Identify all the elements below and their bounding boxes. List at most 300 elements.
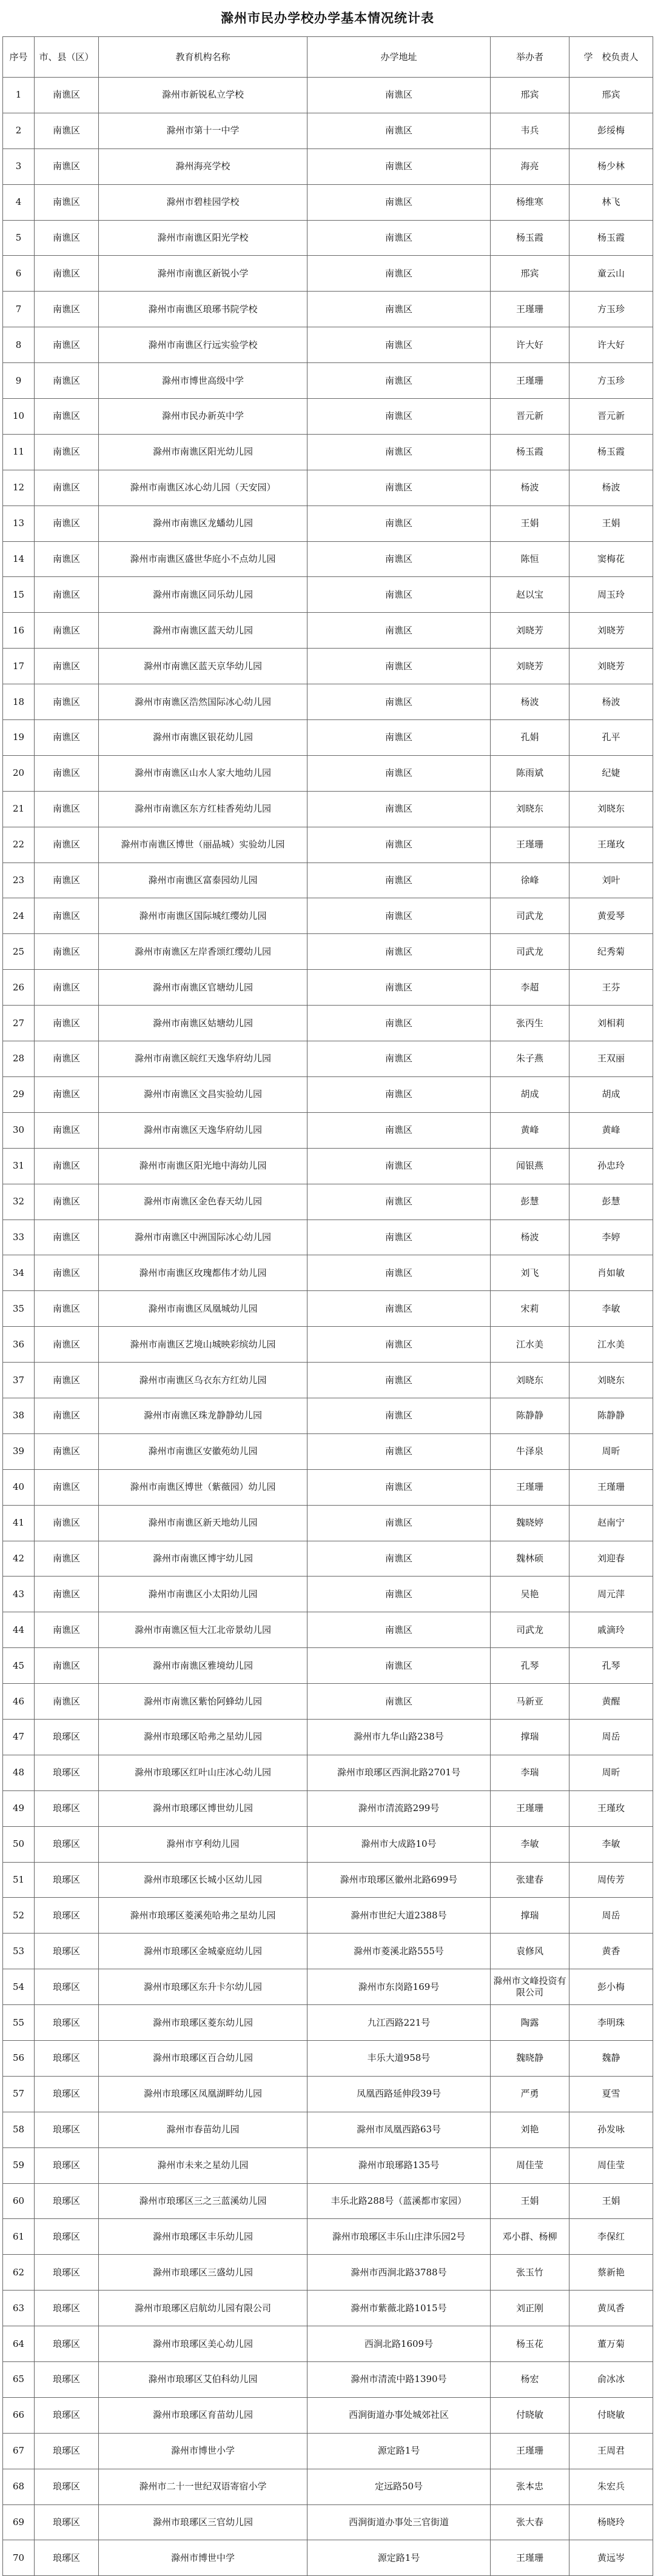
table-row — [3, 148, 653, 184]
table-cell: 南谯区 — [35, 863, 99, 898]
table-cell: 南谯区 — [307, 1255, 491, 1291]
table-row — [3, 2326, 653, 2362]
table-cell: 杨波 — [569, 684, 653, 720]
table-cell: 南谯区 — [307, 791, 491, 827]
table-cell: 孔琴 — [569, 1648, 653, 1684]
table-cell: 58 — [3, 2112, 35, 2147]
table-cell: 滁州市琅琊区红叶山庄冰心幼儿园 — [99, 1755, 307, 1790]
table-cell: 张大春 — [491, 2504, 569, 2540]
table-cell: 琅琊区 — [35, 2433, 99, 2469]
table-cell: 杨波 — [491, 684, 569, 720]
table-row — [3, 2362, 653, 2398]
table-cell: 46 — [3, 1684, 35, 1720]
table-cell: 陈静静 — [491, 1398, 569, 1433]
table-cell: 南谯区 — [307, 1363, 491, 1398]
table-cell: 琅琊区 — [35, 2219, 99, 2255]
table-cell: 滁州市南谯区银花幼儿园 — [99, 720, 307, 756]
table-cell: 南谯区 — [307, 1612, 491, 1648]
table-cell: 江水美 — [491, 1327, 569, 1363]
table-cell: 琅琊区 — [35, 1790, 99, 1826]
table-cell: 周昕 — [569, 1755, 653, 1790]
table-cell: 7 — [3, 292, 35, 327]
table-cell: 9 — [3, 363, 35, 399]
header-cell: 市、县（区） — [35, 37, 99, 78]
table-cell: 57 — [3, 2076, 35, 2112]
table-cell: 滁州市琅琊区艾伯科幼儿园 — [99, 2362, 307, 2398]
table-cell: 周玉玲 — [569, 577, 653, 613]
table-cell: 刘晓芳 — [491, 649, 569, 684]
table-cell: 刘晓东 — [491, 1363, 569, 1398]
table-cell: 滁州市碧桂园学校 — [99, 184, 307, 220]
table-cell: 滁州市南谯区国际城红缨幼儿园 — [99, 898, 307, 934]
table-row — [3, 1862, 653, 1898]
table-cell: 滁州市南谯区富泰园幼儿园 — [99, 863, 307, 898]
table-cell: 滁州市西涧北路3788号 — [307, 2255, 491, 2291]
table-cell: 南谯区 — [307, 220, 491, 256]
table-cell: 滁州市南谯区新天地幼儿园 — [99, 1505, 307, 1541]
table-row — [3, 2147, 653, 2183]
table-cell: 10 — [3, 399, 35, 435]
table-cell: 31 — [3, 1148, 35, 1184]
table-cell: 刘艳 — [491, 2112, 569, 2147]
table-cell: 南谯区 — [307, 1469, 491, 1505]
table-row — [3, 1184, 653, 1220]
table-cell: 滁州市琅琊区菱溪苑哈弗之星幼儿园 — [99, 1898, 307, 1934]
table-cell: 杨波 — [491, 1220, 569, 1255]
table-cell: 南谯区 — [307, 1041, 491, 1077]
table-cell: 林飞 — [569, 184, 653, 220]
table-cell: 琅琊区 — [35, 1969, 99, 2005]
table-cell: 方玉珍 — [569, 292, 653, 327]
table-cell: 5 — [3, 220, 35, 256]
table-cell: 67 — [3, 2433, 35, 2469]
schools-table — [2, 36, 653, 2576]
table-cell: 刘晓芳 — [569, 613, 653, 649]
table-cell: 许大好 — [569, 327, 653, 363]
table-cell: 琅琊区 — [35, 2112, 99, 2147]
table-cell: 滁州市南谯区博世（丽晶城）实验幼儿园 — [99, 827, 307, 863]
table-cell: 39 — [3, 1433, 35, 1469]
table-cell: 许大好 — [491, 327, 569, 363]
table-cell: 滁州市南谯区龙蟠幼儿园 — [99, 506, 307, 541]
table-cell: 丰乐大道958号 — [307, 2040, 491, 2076]
table-cell: 滁州市南谯区蓝天京华幼儿园 — [99, 649, 307, 684]
table-cell: 胡成 — [491, 1076, 569, 1112]
table-row — [3, 2469, 653, 2504]
table-cell: 琅琊区 — [35, 1934, 99, 1969]
table-cell: 南谯区 — [307, 292, 491, 327]
table-cell: 37 — [3, 1363, 35, 1398]
table-cell: 南谯区 — [307, 1433, 491, 1469]
table-cell: 滁州市南谯区雅境幼儿园 — [99, 1648, 307, 1684]
table-cell: 南谯区 — [35, 1541, 99, 1577]
table-cell: 滁州市南谯区乌衣东方红幼儿园 — [99, 1363, 307, 1398]
table-cell: 南谯区 — [307, 1006, 491, 1041]
table-row — [3, 506, 653, 541]
table-cell: 琅琊区 — [35, 2326, 99, 2362]
table-cell: 窦梅花 — [569, 541, 653, 577]
table-cell: 南谯区 — [307, 1220, 491, 1255]
table-cell: 刘晓东 — [569, 791, 653, 827]
table-cell: 南谯区 — [35, 684, 99, 720]
table-cell: 西涧北路1609号 — [307, 2326, 491, 2362]
page-title: 滁州市民办学校办学基本情况统计表 — [221, 10, 434, 25]
table-cell: 南谯区 — [307, 78, 491, 113]
table-cell: 李瑞 — [491, 1755, 569, 1790]
table-cell: 南谯区 — [307, 148, 491, 184]
table-cell: 南谯区 — [35, 1684, 99, 1720]
table-cell: 南谯区 — [35, 577, 99, 613]
table-cell: 滁州市南谯区蓝天幼儿园 — [99, 613, 307, 649]
table-cell: 南谯区 — [35, 1112, 99, 1148]
table-cell: 南谯区 — [307, 755, 491, 791]
table-cell: 定远路50号 — [307, 2469, 491, 2504]
table-cell: 孔娟 — [491, 720, 569, 756]
table-cell: 滁州市南谯区凤凰城幼儿园 — [99, 1291, 307, 1327]
table-cell: 56 — [3, 2040, 35, 2076]
table-cell: 滁州市琅琊区金城豪庭幼儿园 — [99, 1934, 307, 1969]
table-cell: 王周君 — [569, 2433, 653, 2469]
table-cell: 11 — [3, 434, 35, 470]
table-cell: 黄爱琴 — [569, 898, 653, 934]
table-cell: 42 — [3, 1541, 35, 1577]
table-cell: 南谯区 — [35, 327, 99, 363]
table-cell: 滁州市南谯区山水人家大地幼儿园 — [99, 755, 307, 791]
table-cell: 南谯区 — [307, 1148, 491, 1184]
table-row — [3, 256, 653, 292]
table-cell: 滁州市南谯区阳光学校 — [99, 220, 307, 256]
table-cell: 撑瑞 — [491, 1898, 569, 1934]
table-cell: 滁州市南谯区官塘幼儿园 — [99, 970, 307, 1006]
table-cell: 滁州市琅琊区三之三蓝溪幼儿园 — [99, 2183, 307, 2219]
table-cell: 滁州市东岗路169号 — [307, 1969, 491, 2005]
table-cell: 34 — [3, 1255, 35, 1291]
table-row — [3, 2255, 653, 2291]
table-cell: 王娟 — [491, 506, 569, 541]
table-cell: 王瑾珊 — [491, 292, 569, 327]
table-cell: 南谯区 — [307, 934, 491, 970]
table-cell: 滁州市南谯区博宇幼儿园 — [99, 1541, 307, 1577]
table-cell: 刘晓芳 — [491, 613, 569, 649]
table-row — [3, 220, 653, 256]
table-cell: 南谯区 — [35, 1184, 99, 1220]
table-cell: 琅琊区 — [35, 2504, 99, 2540]
table-cell: 45 — [3, 1648, 35, 1684]
table-cell: 南谯区 — [35, 720, 99, 756]
table-cell: 南谯区 — [35, 1648, 99, 1684]
table-cell: 滁州市南谯区新锐小学 — [99, 256, 307, 292]
table-cell: 徐峰 — [491, 863, 569, 898]
table-row — [3, 1898, 653, 1934]
table-row — [3, 934, 653, 970]
header-cell: 办学地址 — [307, 37, 491, 78]
table-cell: 52 — [3, 1898, 35, 1934]
table-cell: 童云山 — [569, 256, 653, 292]
table-cell: 滁州市南谯区金色春天幼儿园 — [99, 1184, 307, 1220]
table-row — [3, 1469, 653, 1505]
table-cell: 孙忠玲 — [569, 1148, 653, 1184]
table-cell: 马新亚 — [491, 1684, 569, 1720]
table-row — [3, 577, 653, 613]
table-row — [3, 2076, 653, 2112]
table-cell: 66 — [3, 2397, 35, 2433]
table-cell: 王娟 — [569, 506, 653, 541]
table-cell: 南谯区 — [307, 184, 491, 220]
table-cell: 源定路1号 — [307, 2433, 491, 2469]
table-cell: 38 — [3, 1398, 35, 1433]
table-cell: 南谯区 — [307, 1684, 491, 1720]
table-row — [3, 1541, 653, 1577]
table-cell: 62 — [3, 2255, 35, 2291]
table-cell: 魏林硕 — [491, 1541, 569, 1577]
table-cell: 张丙生 — [491, 1006, 569, 1041]
table-cell: 滁州市南谯区艺境山城映彩缤幼儿园 — [99, 1327, 307, 1363]
table-row — [3, 1505, 653, 1541]
table-cell: 王芬 — [569, 970, 653, 1006]
table-cell: 晋元新 — [569, 399, 653, 435]
table-cell: 陈静静 — [569, 1398, 653, 1433]
table-cell: 蔡新艳 — [569, 2255, 653, 2291]
table-cell: 周传芳 — [569, 1862, 653, 1898]
table-cell: 南谯区 — [35, 148, 99, 184]
table-cell: 南谯区 — [307, 970, 491, 1006]
table-row — [3, 2005, 653, 2041]
table-cell: 南谯区 — [307, 1184, 491, 1220]
table-cell: 王瑾珊 — [569, 1469, 653, 1505]
table-row — [3, 1790, 653, 1826]
table-cell: 6 — [3, 256, 35, 292]
table-cell: 晋元新 — [491, 399, 569, 435]
table-cell: 南谯区 — [35, 755, 99, 791]
table-cell: 琅琊区 — [35, 2076, 99, 2112]
table-cell: 滁州市二十一世纪双语寄宿小学 — [99, 2469, 307, 2504]
table-cell: 琅琊区 — [35, 2540, 99, 2576]
table-cell: 南谯区 — [307, 1398, 491, 1433]
table-cell: 16 — [3, 613, 35, 649]
table-cell: 孔平 — [569, 720, 653, 756]
table-cell: 43 — [3, 1577, 35, 1612]
table-cell: 滁州市琅琊区三官幼儿园 — [99, 2504, 307, 2540]
table-cell: 滁州市琅琊区东升卡尔幼儿园 — [99, 1969, 307, 2005]
table-cell: 刘晓芳 — [569, 649, 653, 684]
table-row — [3, 1826, 653, 1862]
table-cell: 2 — [3, 113, 35, 148]
table-cell: 琅琊区 — [35, 2040, 99, 2076]
table-row — [3, 1684, 653, 1720]
table-cell: 36 — [3, 1327, 35, 1363]
table-cell: 61 — [3, 2219, 35, 2255]
table-cell: 滁州市清流路299号 — [307, 1790, 491, 1826]
table-cell: 64 — [3, 2326, 35, 2362]
table-cell: 夏雪 — [569, 2076, 653, 2112]
table-cell: 南谯区 — [35, 113, 99, 148]
table-cell: 63 — [3, 2291, 35, 2326]
table-cell: 滁州市南谯区左岸香颂红缨幼儿园 — [99, 934, 307, 970]
table-cell: 刘晓东 — [569, 1363, 653, 1398]
table-cell: 南谯区 — [307, 1112, 491, 1148]
table-row — [3, 470, 653, 506]
table-cell: 14 — [3, 541, 35, 577]
table-cell: 凤凰西路延伸段39号 — [307, 2076, 491, 2112]
table-cell: 王瑾珊 — [491, 827, 569, 863]
table-cell: 南谯区 — [307, 613, 491, 649]
table-cell: 35 — [3, 1291, 35, 1327]
table-row — [3, 898, 653, 934]
table-row — [3, 1255, 653, 1291]
table-cell: 南谯区 — [35, 1220, 99, 1255]
table-cell: 陈恒 — [491, 541, 569, 577]
table-cell: 南谯区 — [307, 113, 491, 148]
table-cell: 周岳 — [569, 1898, 653, 1934]
table-cell: 4 — [3, 184, 35, 220]
table-cell: 王瑾玫 — [569, 827, 653, 863]
table-cell: 滁州市博世小学 — [99, 2433, 307, 2469]
table-cell: 滁州市琅琊区丰乐幼儿园 — [99, 2219, 307, 2255]
table-cell: 滁州市南谯区珠龙静静幼儿园 — [99, 1398, 307, 1433]
table-cell: 南谯区 — [35, 898, 99, 934]
table-cell: 王瑾珊 — [491, 1469, 569, 1505]
table-cell: 滁州市南谯区恒大江北帝景幼儿园 — [99, 1612, 307, 1648]
table-cell: 李保红 — [569, 2219, 653, 2255]
table-cell: 25 — [3, 934, 35, 970]
table-cell: 杨玉霞 — [569, 434, 653, 470]
table-cell: 王瑾珊 — [491, 2540, 569, 2576]
table-cell: 琅琊区 — [35, 1826, 99, 1862]
table-cell: 滁州市博世高级中学 — [99, 363, 307, 399]
table-cell: 陈雨斌 — [491, 755, 569, 791]
table-cell: 滁州市琅琊区育苗幼儿园 — [99, 2397, 307, 2433]
table-cell: 滁州市南谯区天逸华府幼儿园 — [99, 1112, 307, 1148]
table-cell: 邢宾 — [491, 78, 569, 113]
table-cell: 魏晓婷 — [491, 1505, 569, 1541]
table-cell: 南谯区 — [307, 649, 491, 684]
table-cell: 南谯区 — [307, 1577, 491, 1612]
table-cell: 24 — [3, 898, 35, 934]
header-cell: 学 校负责人 — [569, 37, 653, 78]
table-cell: 源定路1号 — [307, 2540, 491, 2576]
table-row — [3, 2219, 653, 2255]
table-cell: 杨晓玲 — [569, 2504, 653, 2540]
table-row — [3, 1220, 653, 1255]
table-cell: 孙发咏 — [569, 2112, 653, 2147]
table-cell: 滁州市新锐私立学校 — [99, 78, 307, 113]
table-row — [3, 1398, 653, 1433]
table-cell: 李敏 — [491, 1826, 569, 1862]
table-cell: 44 — [3, 1612, 35, 1648]
table-cell: 朱子燕 — [491, 1041, 569, 1077]
table-cell: 刘晓东 — [491, 791, 569, 827]
table-cell: 13 — [3, 506, 35, 541]
table-cell: 49 — [3, 1790, 35, 1826]
table-cell: 滁州市琅琊区长城小区幼儿园 — [99, 1862, 307, 1898]
table-cell: 董万菊 — [569, 2326, 653, 2362]
table-cell: 方玉珍 — [569, 363, 653, 399]
table-cell: 28 — [3, 1041, 35, 1077]
table-cell: 杨玉霞 — [491, 220, 569, 256]
table-cell: 南谯区 — [35, 1291, 99, 1327]
table-cell: 南谯区 — [307, 1327, 491, 1363]
table-row — [3, 1148, 653, 1184]
table-cell: 李超 — [491, 970, 569, 1006]
table-cell: 滁州市清流中路1390号 — [307, 2362, 491, 2398]
table-cell: 27 — [3, 1006, 35, 1041]
table-row — [3, 791, 653, 827]
table-cell: 李敏 — [569, 1826, 653, 1862]
table-cell: 袁修风 — [491, 1934, 569, 1969]
table-row — [3, 1327, 653, 1363]
table-cell: 琅琊区 — [35, 1719, 99, 1755]
table-cell: 滁州市九华山路238号 — [307, 1719, 491, 1755]
table-cell: 40 — [3, 1469, 35, 1505]
table-cell: 邓小群、杨柳 — [491, 2219, 569, 2255]
table-cell: 47 — [3, 1719, 35, 1755]
table-cell: 南谯区 — [35, 363, 99, 399]
table-cell: 李明珠 — [569, 2005, 653, 2041]
table-cell: 南谯区 — [307, 470, 491, 506]
table-cell: 俞冰冰 — [569, 2362, 653, 2398]
table-row — [3, 1969, 653, 2005]
table-row — [3, 2540, 653, 2576]
table-cell: 滁州市南谯区安徽苑幼儿园 — [99, 1433, 307, 1469]
table-cell: 南谯区 — [35, 184, 99, 220]
table-cell: 滁州市南谯区行远实验学校 — [99, 327, 307, 363]
table-row — [3, 970, 653, 1006]
table-cell: 65 — [3, 2362, 35, 2398]
table-cell: 付晓敏 — [569, 2397, 653, 2433]
table-cell: 彭小梅 — [569, 1969, 653, 2005]
table-cell: 周佳莹 — [569, 2147, 653, 2183]
table-cell: 南谯区 — [307, 1076, 491, 1112]
table-cell: 琅琊区 — [35, 2147, 99, 2183]
table-cell: 赵南宁 — [569, 1505, 653, 1541]
table-cell: 滁州市南谯区盛世华庭小不点幼儿园 — [99, 541, 307, 577]
table-cell: 23 — [3, 863, 35, 898]
table-row — [3, 2183, 653, 2219]
table-cell: 李敏 — [569, 1291, 653, 1327]
table-cell: 滁州市紫薇北路1015号 — [307, 2291, 491, 2326]
table-row — [3, 1719, 653, 1755]
table-cell: 南谯区 — [307, 506, 491, 541]
table-cell: 琅琊区 — [35, 2362, 99, 2398]
table-row — [3, 1112, 653, 1148]
table-cell: 琅琊区 — [35, 2183, 99, 2219]
table-cell: 南谯区 — [307, 898, 491, 934]
table-cell: 琅琊区 — [35, 2005, 99, 2041]
table-cell: 南谯区 — [35, 1041, 99, 1077]
table-row — [3, 863, 653, 898]
table-row — [3, 2397, 653, 2433]
table-cell: 滁州市南谯区冰心幼儿园（天安园） — [99, 470, 307, 506]
table-row — [3, 541, 653, 577]
table-cell: 魏晓静 — [491, 2040, 569, 2076]
table-cell: 南谯区 — [35, 1398, 99, 1433]
table-body — [3, 78, 653, 2576]
table-cell: 周元萍 — [569, 1577, 653, 1612]
table-cell: 西涧街道办事处城郊社区 — [307, 2397, 491, 2433]
table-cell: 南谯区 — [35, 78, 99, 113]
table-cell: 王瑾珊 — [491, 2433, 569, 2469]
table-cell: 南谯区 — [35, 791, 99, 827]
table-row — [3, 113, 653, 148]
table-cell: 杨玉霞 — [491, 434, 569, 470]
table-cell: 南谯区 — [35, 1148, 99, 1184]
table-cell: 滁州市琅琊区菱东幼儿园 — [99, 2005, 307, 2041]
table-cell: 51 — [3, 1862, 35, 1898]
table-cell: 55 — [3, 2005, 35, 2041]
table-cell: 南谯区 — [35, 256, 99, 292]
table-row — [3, 2040, 653, 2076]
table-cell: 南谯区 — [35, 1006, 99, 1041]
